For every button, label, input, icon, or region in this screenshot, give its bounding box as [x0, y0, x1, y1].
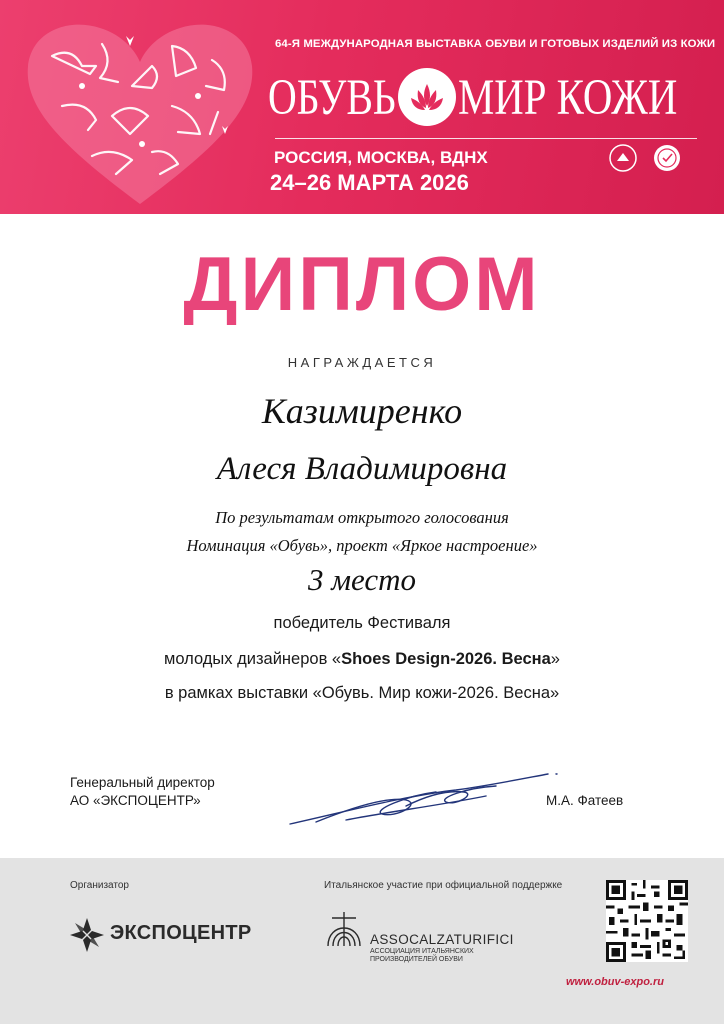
- title-obuv: ОБУВЬ: [268, 70, 396, 126]
- assocalzaturifici-logo: [324, 906, 554, 976]
- festival-name: Shoes Design-2026. Весна: [341, 650, 551, 668]
- exhibition-seal-icon: [608, 143, 638, 173]
- expocentre-star-icon: [68, 916, 106, 954]
- place-awarded: 3 место: [307, 562, 417, 597]
- quality-seal-icon: [652, 143, 682, 173]
- winner-line: победитель Фестиваля: [273, 614, 451, 632]
- festival-suffix: »: [550, 650, 560, 668]
- header-banner: [0, 0, 724, 214]
- handwritten-signature: [286, 766, 566, 832]
- italian-support-label: Итальянское участие при официальной поддержке: [324, 880, 563, 891]
- heart-shoes-icon: [22, 16, 258, 206]
- awarded-label: НАГРАЖДАЕТСЯ: [287, 355, 437, 370]
- assoc-shell-icon: [324, 906, 364, 950]
- organizer-label: Организатор: [70, 880, 129, 891]
- lotus-emblem-icon: [396, 66, 458, 128]
- qr-code-icon[interactable]: [606, 880, 688, 962]
- exhibition-subtitle: 64-Я МЕЖДУНАРОДНАЯ ВЫСТАВКА ОБУВИ И ГОТОВЫХ ИЗДЕЛИЙ ИЗ КОЖИ: [275, 38, 716, 50]
- recipient-surname: Казимиренко: [261, 391, 463, 431]
- header-divider: [275, 138, 697, 139]
- signatory-position: [70, 774, 215, 810]
- exhibition-title: [268, 66, 708, 132]
- reason-line-2: Номинация «Обувь», проект «Яркое настроение»: [186, 536, 538, 555]
- position-line-1: Генеральный директор: [70, 775, 215, 790]
- festival-line: [0, 650, 724, 669]
- diploma-title: ДИПЛОМ: [183, 242, 541, 327]
- recipient-given-names: Алеся Владимировна: [216, 451, 508, 487]
- assoc-name: ASSOCALZATURIFICI: [370, 932, 514, 947]
- website-link[interactable]: www.obuv-expo.ru: [566, 976, 664, 988]
- exhibition-dates: 24–26 МАРТА 2026: [270, 170, 469, 195]
- assoc-subtitle: АССОЦИАЦИЯ ИТАЛЬЯНСКИХ ПРОИЗВОДИТЕЛЕЙ ОБУВИ: [370, 948, 474, 963]
- exhibition-line: в рамках выставки «Обувь. Мир кожи-2026. Весна»: [164, 684, 560, 702]
- title-mir-kozhi: МИР КОЖИ: [458, 70, 678, 126]
- exhibition-location: РОССИЯ, МОСКВА, ВДНХ: [274, 148, 488, 167]
- footer: [0, 858, 724, 1024]
- festival-prefix: молодых дизайнеров «: [164, 650, 342, 668]
- signatory-name: М.А. Фатеев: [546, 793, 624, 808]
- organizer-name: ЭКСПОЦЕНТР: [110, 922, 252, 944]
- expocentre-logo: [68, 916, 298, 954]
- reason-line-1: По результатам открытого голосования: [215, 508, 509, 527]
- position-line-2: АО «ЭКСПОЦЕНТР»: [70, 793, 201, 808]
